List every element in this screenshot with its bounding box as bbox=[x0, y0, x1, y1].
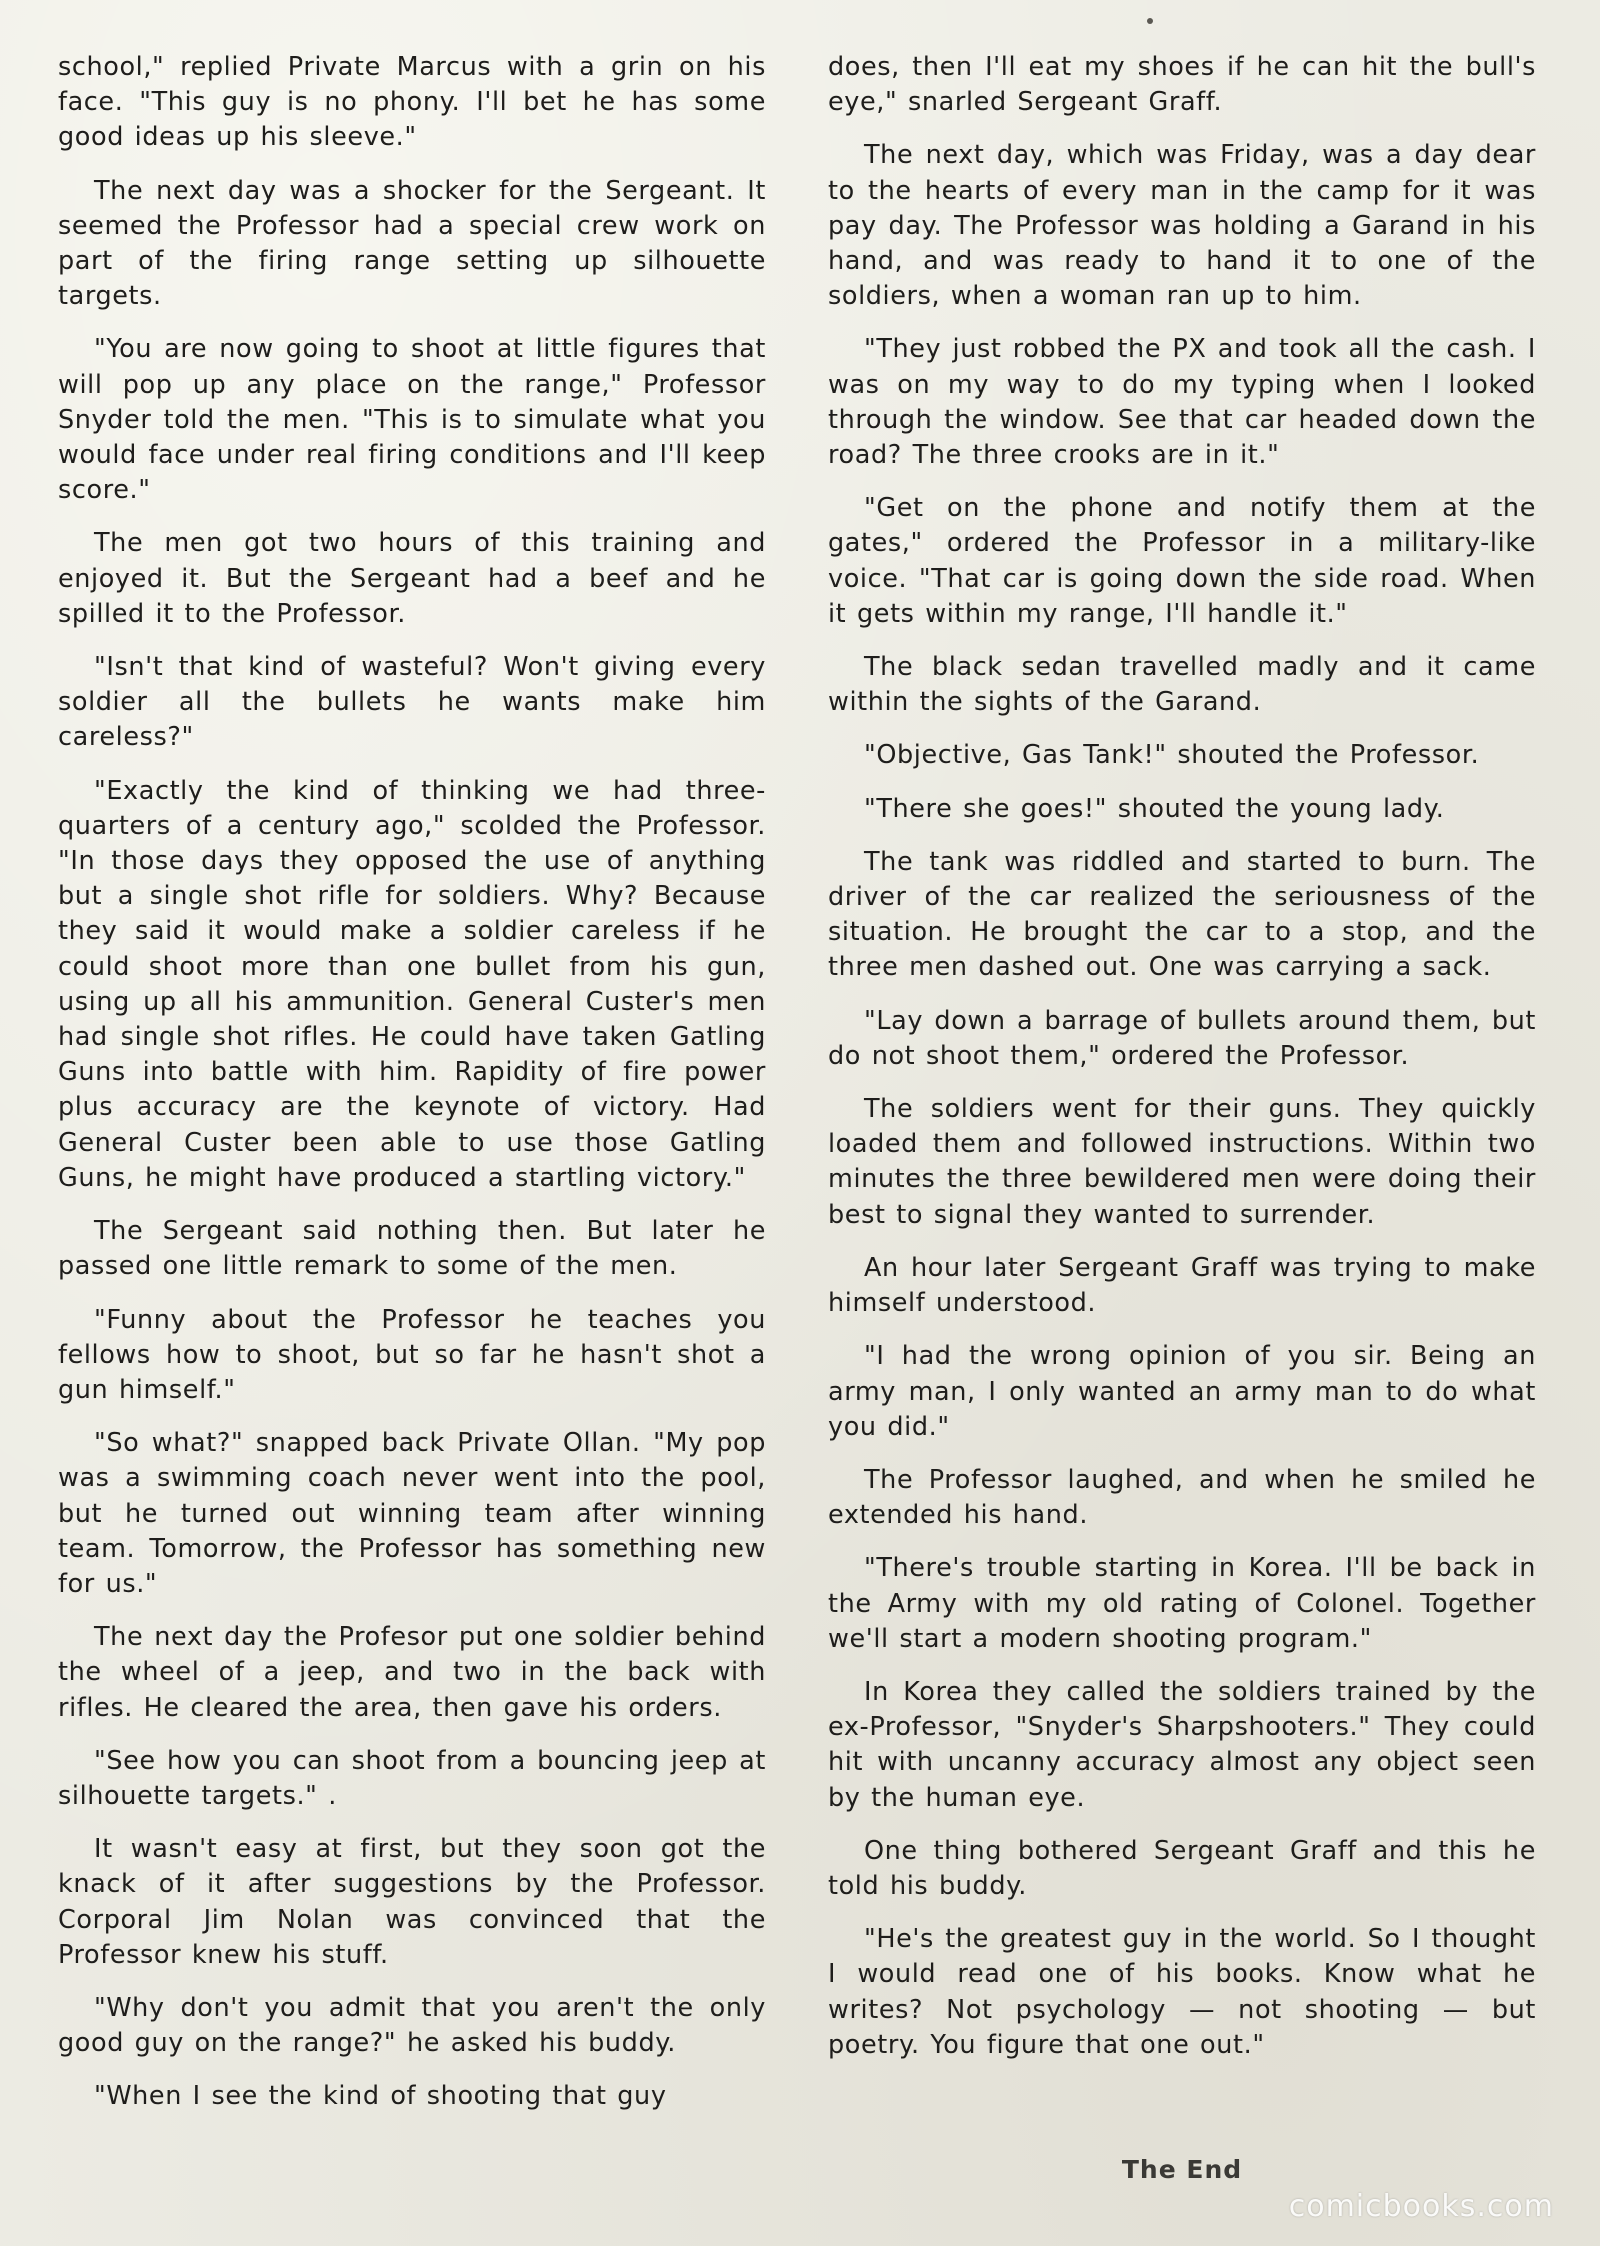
paragraph: "He's the greatest guy in the world. So I thought I would read one of his books. Know what he writes? Not psychology — not shooting — but poetry. You figure that one out." bbox=[828, 1924, 1536, 2060]
paragraph: "Funny about the Professor he teaches you fellows how to shoot, but so far he hasn't shot a gun himself." bbox=[58, 1304, 766, 1405]
paragraph: "See how you can shoot from a bouncing jeep at silhouette targets." . bbox=[58, 1745, 766, 1811]
paragraph: "They just robbed the PX and took all the cash. I was on my way to do my typing when I looked through the window. See that car headed down the road? The three crooks are in it." bbox=[828, 334, 1536, 471]
paragraph: "Lay down a barrage of bullets around them, but do not shoot them," ordered the Professor. bbox=[828, 1005, 1536, 1071]
story-end-mark: The End bbox=[1121, 2155, 1243, 2184]
paragraph: "Why don't you admit that you aren't the only good guy on the range?" he asked his buddy. bbox=[58, 1992, 766, 2059]
paragraph: does, then I'll eat my shoes if he can hit the bull's eye," snarled Sergeant Graff. bbox=[828, 52, 1536, 118]
paragraph: An hour later Sergeant Graff was trying to make himself understood. bbox=[828, 1252, 1536, 1319]
paragraph: The next day the Profesor put one soldier behind the wheel of a jeep, and two in the back with rifles. He cleared the area, then gave his orders. bbox=[58, 1622, 766, 1723]
paragraph: "When I see the kind of shooting that guy bbox=[94, 2081, 667, 2112]
paragraph: The tank was riddled and started to burn. The driver of the car realized the seriousness of the situation. He brought the car to a stop, and the three men dashed out. One was carrying a sack. bbox=[828, 846, 1536, 983]
paragraph: The next day was a shocker for the Sergeant. It seemed the Professor had a special crew work on part of the firing range setting up silhouette targets. bbox=[58, 175, 766, 312]
paragraph: In Korea they called the soldiers trained by the ex-Professor, "Snyder's Sharpshooters." They could hit with uncanny accuracy almost any object seen by the human eye. bbox=[828, 1676, 1536, 1813]
paragraph: One thing bothered Sergeant Graff and this he told his buddy. bbox=[828, 1835, 1536, 1901]
paragraph: "There she goes!" shouted the young lady. bbox=[864, 793, 1445, 824]
paragraph: "There's trouble starting in Korea. I'll be back in the Army with my old rating of Colonel. Together we'll start a modern shooting program." bbox=[828, 1553, 1536, 1654]
left-text-column bbox=[58, 50, 766, 2133]
paragraph: "You are now going to shoot at little figures that will pop up any place on the range," Professor Snyder told the men. "This is to simulate what you would face under real firing conditions and I'll keep score." bbox=[58, 334, 766, 506]
paragraph: The black sedan travelled madly and it came within the sights of the Garand. bbox=[828, 652, 1536, 718]
paragraph: The Sergeant said nothing then. But later he passed one little remark to some of the men. bbox=[58, 1216, 766, 1282]
paragraph: The next day, which was Friday, was a day dear to the hearts of every man in the camp for it was pay day. The Professor was holding a Garand in his hand, and was ready to hand it to one of the soldiers, when a woman ran up to him. bbox=[828, 140, 1536, 312]
paragraph: The soldiers went for their guns. They quickly loaded them and followed instructions. Within two minutes the three bewildered men were doing their best to signal they wanted to surrender. bbox=[828, 1094, 1536, 1230]
paragraph: "Objective, Gas Tank!" shouted the Professor. bbox=[864, 740, 1480, 771]
paragraph: "Get on the phone and notify them at the gates," ordered the Professor in a military-like voice. "That car is going down the side road. When it gets within my range, I'll handle it." bbox=[828, 493, 1536, 629]
print-speck bbox=[1147, 18, 1153, 24]
site-watermark: comicbooks.com bbox=[1288, 2189, 1554, 2224]
paragraph: "Exactly the kind of thinking we had three-quarters of a century ago," scolded the Professor. "In those days they opposed the use of anything but a single shot rifle for soldiers. Why? Because they said it would make a soldier careless if he could shoot more than one bullet from his gun, using up all his ammunition. General Custer's men had single shot rifles. He could have taken Gatling Guns into battle with him. Rapidity of fire power plus accuracy are the keynote of victory. Had General Custer been able to use those Gatling Guns, he might have produced a startling victory." bbox=[58, 775, 766, 1193]
paragraph: "Isn't that kind of wasteful? Won't giving every soldier all the bullets he wants make him careless?" bbox=[58, 652, 766, 753]
paragraph: "I had the wrong opinion of you sir. Being an army man, I only wanted an army man to do what you did." bbox=[828, 1341, 1536, 1442]
paragraph: The men got two hours of this training and enjoyed it. But the Sergeant had a beef and he spilled it to the Professor. bbox=[58, 528, 766, 629]
right-text-column bbox=[828, 50, 1536, 2081]
paragraph: It wasn't easy at first, but they soon got the knack of it after suggestions by the Professor. Corporal Jim Nolan was convinced that the Professor knew his stuff. bbox=[58, 1834, 766, 1970]
paragraph: "So what?" snapped back Private Ollan. "My pop was a swimming coach never went into the pool, but he turned out winning team after winning team. Tomorrow, the Professor has something new for us." bbox=[58, 1428, 766, 1599]
paragraph: school," replied Private Marcus with a grin on his face. "This guy is no phony. I'll bet he has some good ideas up his sleeve." bbox=[58, 52, 766, 153]
paragraph: The Professor laughed, and when he smiled he extended his hand. bbox=[828, 1464, 1536, 1531]
